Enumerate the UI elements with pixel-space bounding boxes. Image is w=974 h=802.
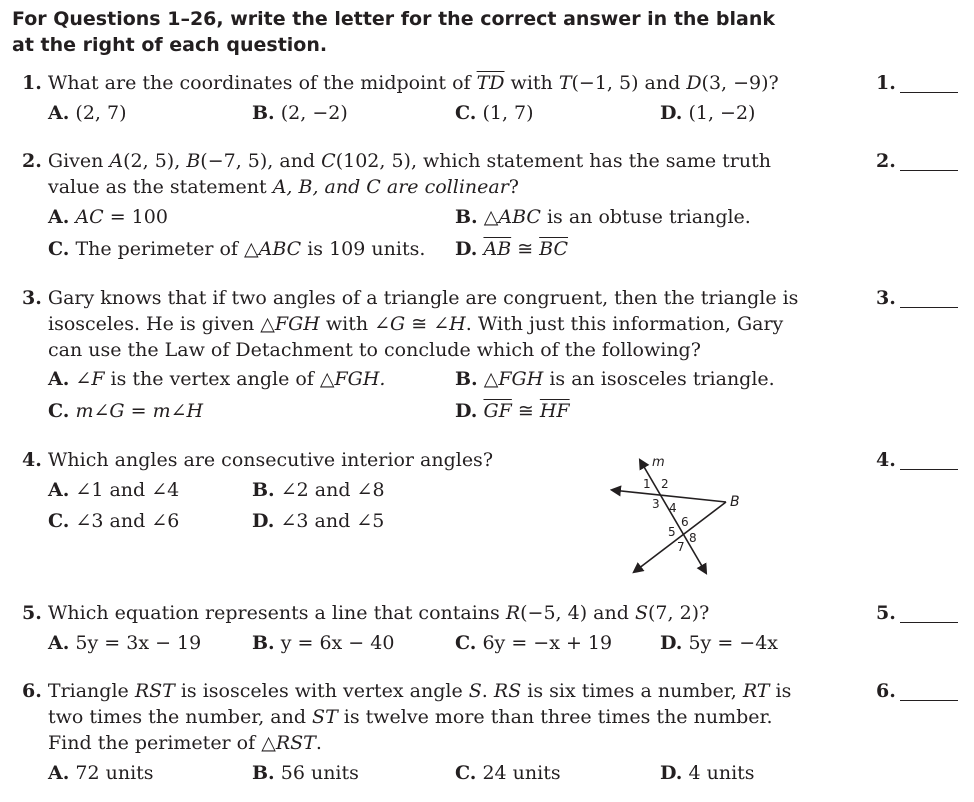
question-number: 1. xyxy=(22,72,42,94)
q5-choice-a[interactable]: A. 5y = 3x − 19 xyxy=(48,632,202,654)
transversal-diagram xyxy=(600,448,760,578)
answer-label-5: 5. xyxy=(876,602,896,624)
answer-label-6: 6. xyxy=(876,680,896,702)
answer-label-3: 3. xyxy=(876,287,896,309)
answer-label-4: 4. xyxy=(876,449,896,471)
q1-d-coords: (3, −9)? xyxy=(701,72,779,94)
q3-choice-d[interactable]: D. $\overline{GF}$ ≅ $\overline{HF}$ xyxy=(455,400,570,422)
question-1-stem xyxy=(22,70,779,96)
question-3-stem-line-2: isosceles. He is given △FGH with ∠G ≅ ∠H. With just this information, Gary xyxy=(48,313,784,335)
q2-choice-a[interactable]: A. AC = 100 xyxy=(48,206,168,228)
q1-choice-b[interactable]: B. (2, −2) xyxy=(252,102,348,124)
question-number: 4. xyxy=(22,449,42,471)
q2-choice-d[interactable]: D. $\overline{AB}$ ≅ $\overline{BC}$ xyxy=(455,238,569,260)
answer-blank-5[interactable] xyxy=(900,622,958,623)
q3-choice-b[interactable]: B. △FGH is an isosceles triangle. xyxy=(455,368,775,390)
angle-4: 4 xyxy=(669,501,677,515)
angle-2: 2 xyxy=(661,477,669,491)
q1-text-a: What are the coordinates of the midpoint of xyxy=(47,72,477,94)
line-m-label: m xyxy=(652,455,665,470)
q2-choice-b[interactable]: B. △ABC is an obtuse triangle. xyxy=(455,206,751,228)
q4-choice-a[interactable]: A. ∠1 and ∠4 xyxy=(48,479,180,501)
answer-label-2: 2. xyxy=(876,150,896,172)
q3-choice-a[interactable]: A. ∠F is the vertex angle of △FGH. xyxy=(48,368,386,390)
point-b-label: B xyxy=(730,494,740,510)
question-4-stem: 4. Which angles are consecutive interior angles? xyxy=(22,449,493,471)
answer-blank-3[interactable] xyxy=(900,307,958,308)
angle-8: 8 xyxy=(689,531,697,545)
question-number: 5. xyxy=(22,602,42,624)
q6-choice-b[interactable]: B. 56 units xyxy=(252,762,359,784)
q5-choice-b[interactable]: B. y = 6x − 40 xyxy=(252,632,395,654)
q6-choice-a[interactable]: A. 72 units xyxy=(48,762,154,784)
question-6-stem-line-1: 6. Triangle RST is isosceles with vertex angle S. RS is six times a number, RT is xyxy=(22,680,792,702)
answer-label-1: 1. xyxy=(876,72,896,94)
q5-choice-c[interactable]: C. 6y = −x + 19 xyxy=(455,632,613,654)
q4-choice-c[interactable]: C. ∠3 and ∠6 xyxy=(48,510,180,532)
question-2-stem-line-2: value as the statement A, B, and C are collinear? xyxy=(48,176,519,198)
q4-choice-b[interactable]: B. ∠2 and ∠8 xyxy=(252,479,385,501)
q2-choice-c[interactable]: C. The perimeter of △ABC is 109 units. xyxy=(48,238,426,260)
question-6-stem-line-3: Find the perimeter of △RST. xyxy=(48,732,322,754)
q1-text-b: with xyxy=(504,72,559,94)
q4-choice-d[interactable]: D. ∠3 and ∠5 xyxy=(252,510,385,532)
answer-blank-1[interactable] xyxy=(900,92,958,93)
segment-td: $\overline{TD}$ xyxy=(476,72,505,94)
instructions-line-1: For Questions 1–26, write the letter for the correct answer in the blank xyxy=(12,8,776,30)
question-number: 3. xyxy=(22,287,42,309)
angle-7: 7 xyxy=(677,540,685,554)
line-lower xyxy=(634,502,726,572)
point-d: D xyxy=(686,72,702,94)
instructions-line-2: at the right of each question. xyxy=(12,34,328,56)
question-3-stem-line-1: 3. Gary knows that if two angles of a triangle are congruent, then the triangle is xyxy=(22,287,799,309)
question-2-stem-line-1: 2. Given A(2, 5), B(−7, 5), and C(102, 5), which statement has the same truth xyxy=(22,150,771,172)
question-5-stem: 5. Which equation represents a line that contains R(−5, 4) and S(7, 2)? xyxy=(22,602,710,624)
q1-choice-c[interactable]: C. (1, 7) xyxy=(455,102,534,124)
point-t: T xyxy=(558,72,572,94)
question-3-stem-line-3: can use the Law of Detachment to conclude which of the following? xyxy=(48,339,701,361)
q6-choice-c[interactable]: C. 24 units xyxy=(455,762,561,784)
q1-t-coords: (−1, 5) and xyxy=(571,72,687,94)
q3-choice-c[interactable]: C. m∠G = m∠H xyxy=(48,400,204,422)
question-number: 6. xyxy=(22,680,42,702)
answer-blank-2[interactable] xyxy=(900,170,958,171)
answer-blank-4[interactable] xyxy=(900,469,958,470)
angle-3: 3 xyxy=(652,497,660,511)
question-number: 2. xyxy=(22,150,42,172)
q1-choice-d[interactable]: D. (1, −2) xyxy=(660,102,756,124)
question-6-stem-line-2: two times the number, and ST is twelve more than three times the number. xyxy=(48,706,773,728)
q6-choice-d[interactable]: D. 4 units xyxy=(660,762,755,784)
angle-1: 1 xyxy=(643,477,651,491)
angle-6: 6 xyxy=(681,515,689,529)
angle-5: 5 xyxy=(668,525,676,539)
q5-choice-d[interactable]: D. 5y = −4x xyxy=(660,632,779,654)
q1-choice-a[interactable]: A. (2, 7) xyxy=(48,102,127,124)
answer-blank-6[interactable] xyxy=(900,700,958,701)
